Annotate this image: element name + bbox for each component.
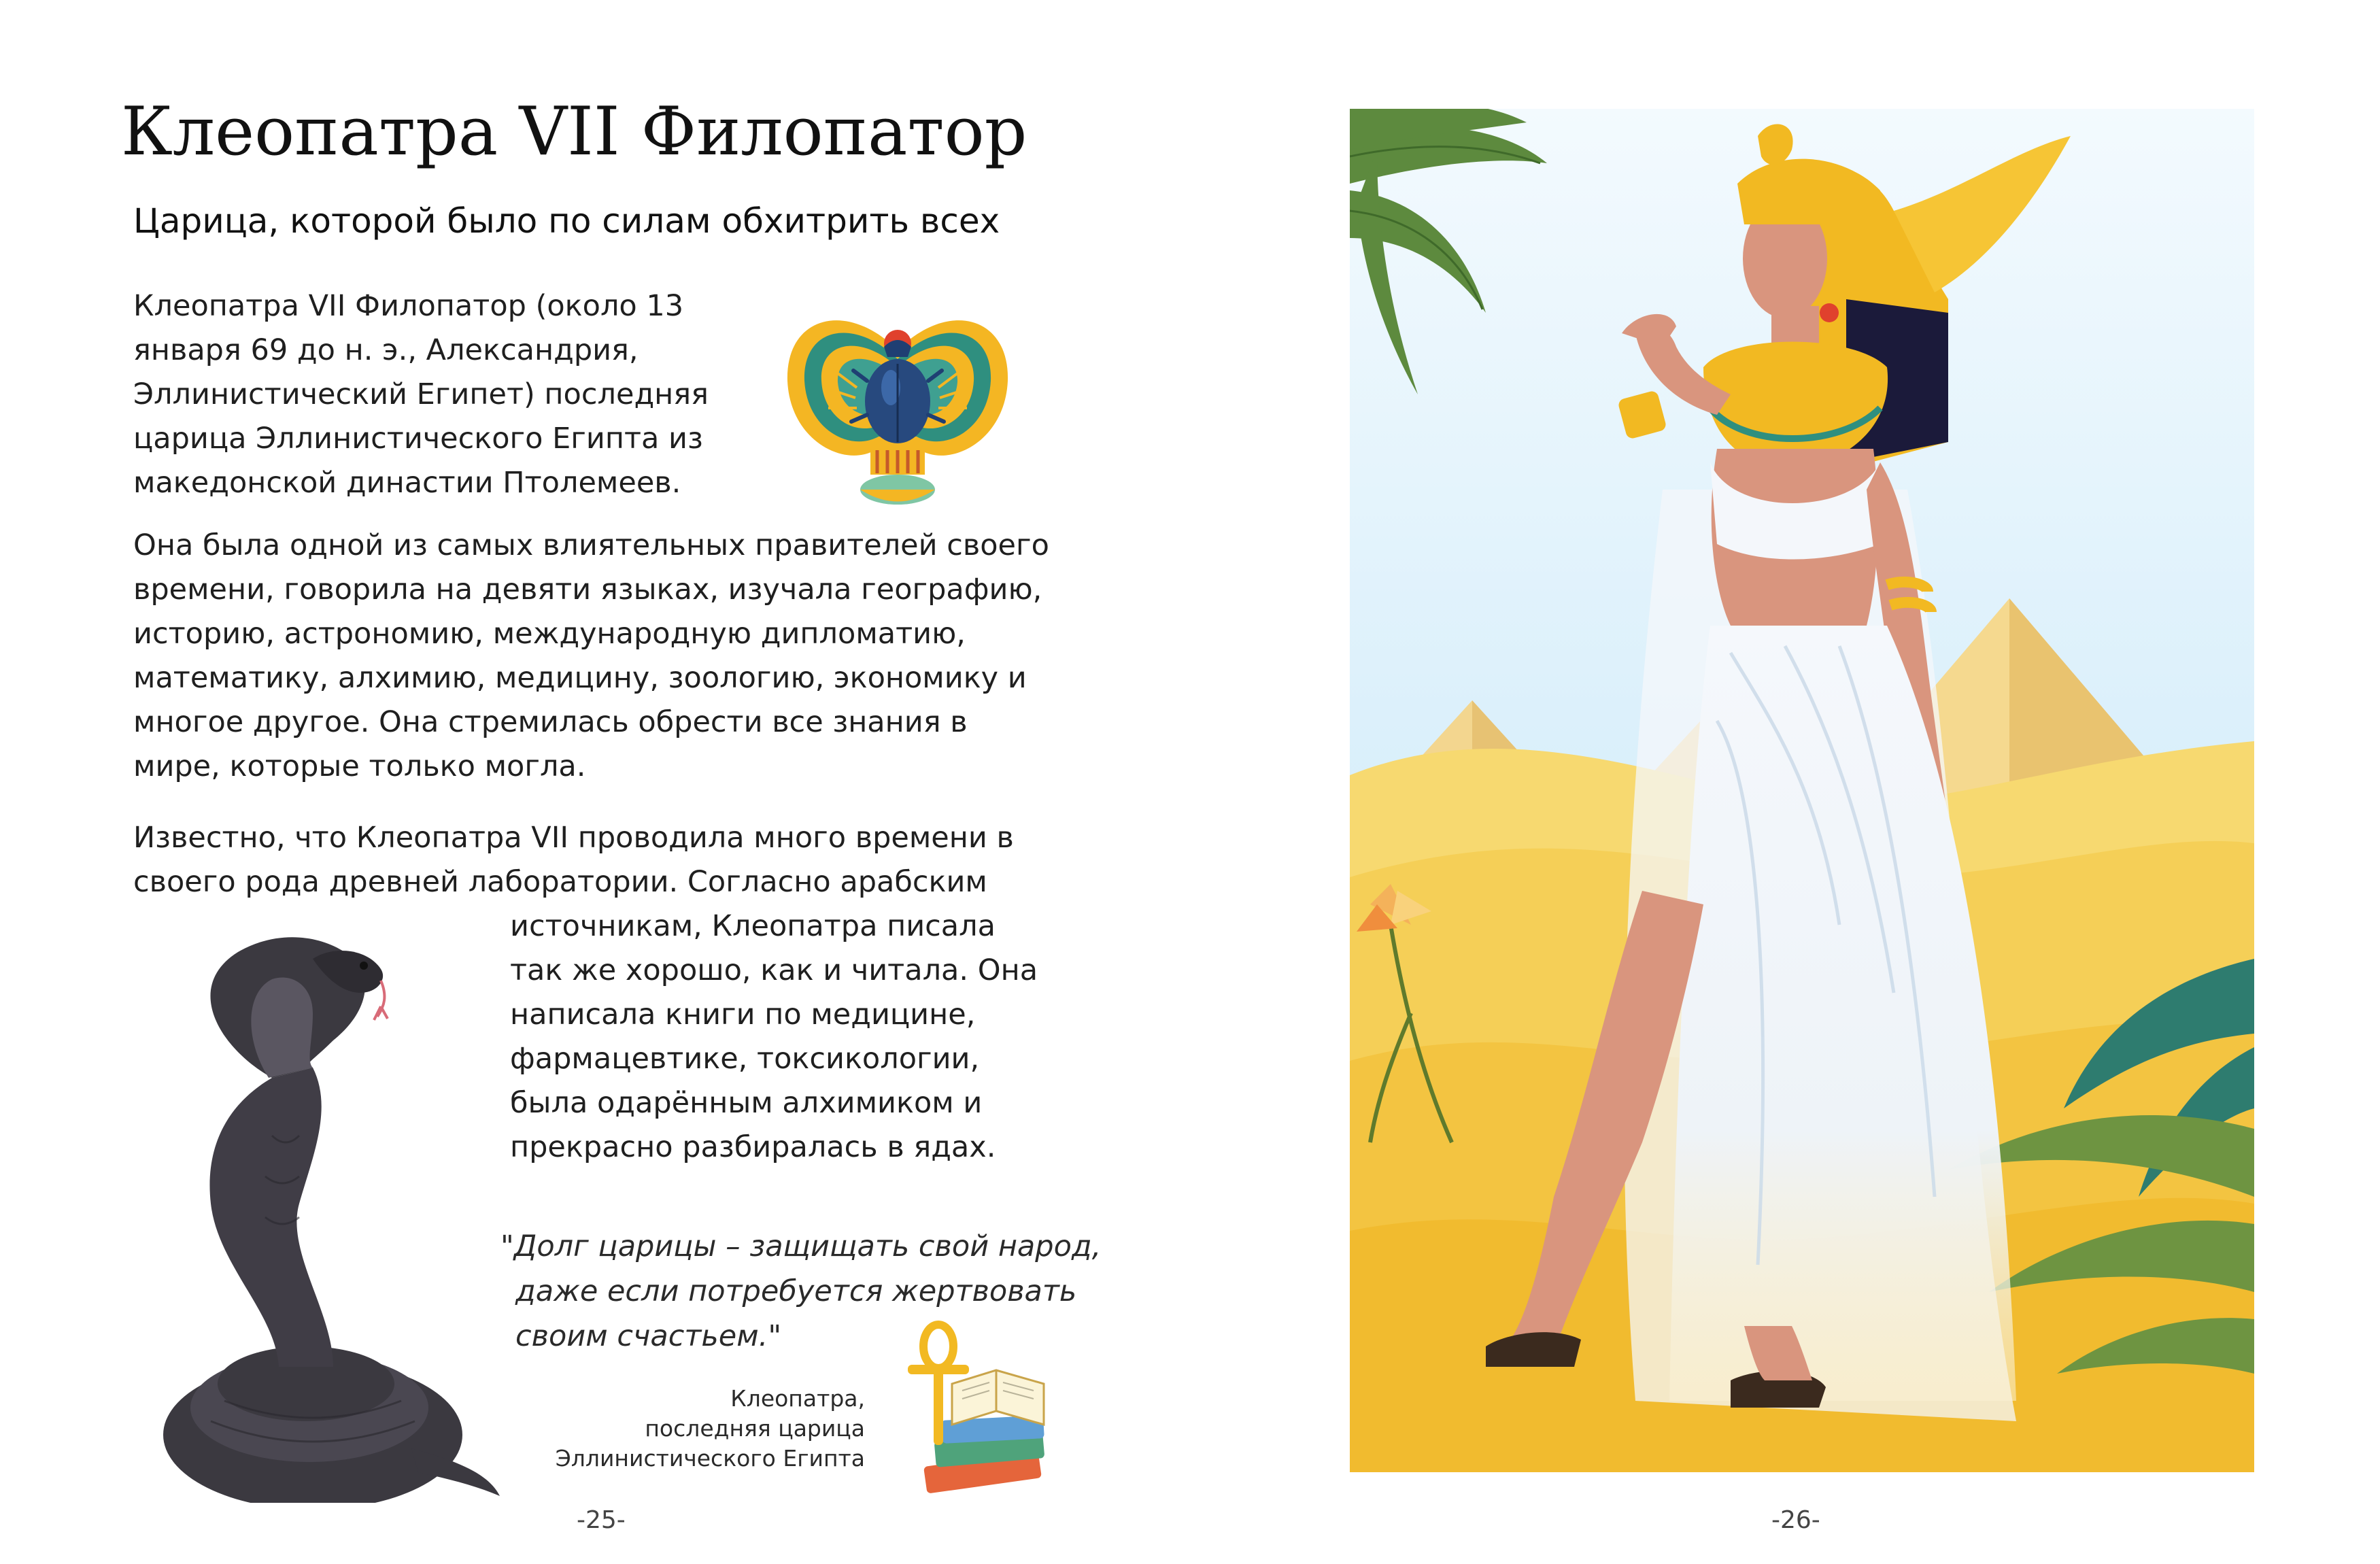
page-number-right: -26- [1771,1506,1820,1534]
page-subtitle: Царица, которой было по силам обхитрить всех [133,201,1000,241]
paragraph-knowledge [133,524,1049,789]
text-line: Эллинистический Египет) последняя [133,377,709,411]
cobra-illustration [109,932,517,1503]
text-line: фармацевтике, токсикологии, [510,1042,980,1076]
text-line: января 69 до н. э., Александрия, [133,333,639,367]
text-line: царица Эллинистического Египта из [133,422,703,456]
text-line: Известно, что Клеопатра VII проводила много времени в [133,821,1014,855]
paragraph-laboratory [133,816,1014,904]
text-line: математику, алхимию, медицину, зоологию, экономику и [133,661,1027,695]
text-line: македонской династии Птолемеев. [133,466,681,500]
text-line: мире, которые только могла. [133,749,586,783]
attribution-line: последняя царица [645,1415,865,1442]
text-line: прекрасно разбиралась в ядах. [510,1130,996,1164]
attribution-line: Эллинистического Египта [555,1445,865,1472]
text-line: Она была одной из самых влиятельных правителей своего [133,528,1049,562]
paragraph-intro [133,284,709,505]
page-title: Клеопатра VII Филопатор [121,93,1027,171]
paragraph-laboratory-continued [510,904,1038,1170]
quote-line: своим счастьем." [515,1319,782,1353]
page-number-left: -25- [577,1506,626,1534]
ankh-books-illustration [898,1316,1074,1499]
text-line: была одарённым алхимиком и [510,1086,983,1120]
text-line: многое другое. Она стремилась обрести все знания в [133,705,968,739]
quote-line: даже если потребуется жертвовать [515,1274,1077,1308]
text-line: так же хорошо, как и читала. Она [510,953,1038,987]
attribution-line: Клеопатра, [730,1385,865,1412]
cleopatra-illustration [1350,109,2254,1472]
text-line: своего рода древней лаборатории. Согласно арабским [133,865,987,899]
text-line: Клеопатра VII Филопатор (около 13 [133,289,684,323]
text-line: написала книги по медицине, [510,998,976,1032]
scarab-amulet-illustration [782,286,1013,524]
text-line: времени, говорила на девяти языках, изучала географию, [133,573,1042,607]
text-line: источникам, Клеопатра писала [510,909,996,943]
quote-line: "Долг царицы – защищать свой народ, [500,1229,1102,1263]
text-line: историю, астрономию, международную дипломатию, [133,617,966,651]
quote-attribution [556,1384,865,1474]
